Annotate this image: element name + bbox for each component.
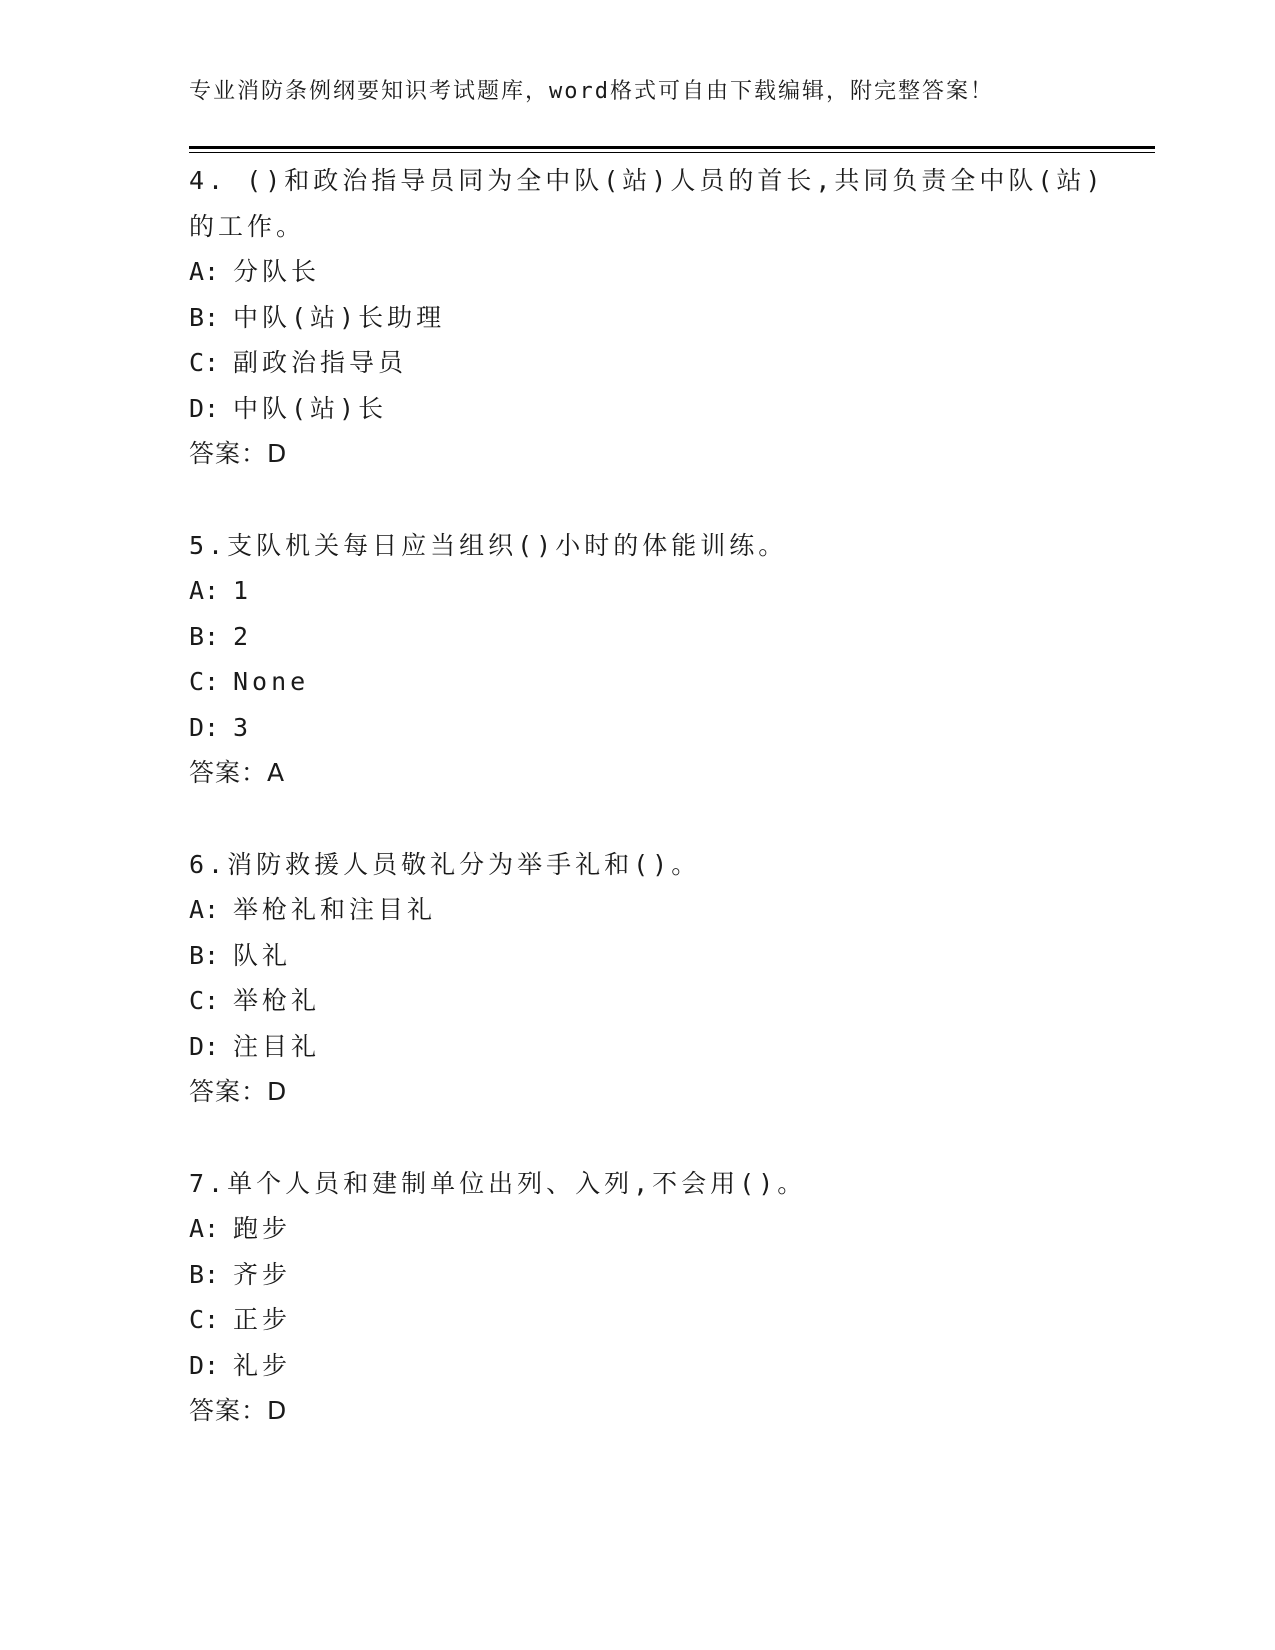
option-text: 3 (233, 712, 253, 742)
option-key: B: (189, 940, 220, 970)
option-text: 举枪礼和注目礼 (233, 895, 437, 924)
option-text: 副政治指导员 (233, 348, 408, 377)
option-text: 1 (233, 576, 253, 605)
option-text: 注目礼 (233, 1031, 321, 1061)
option-c (189, 978, 1089, 1024)
answer-line: 答案：A (189, 758, 286, 787)
option-text: 正步 (233, 1305, 292, 1334)
option-text: 2 (233, 621, 253, 651)
question-text: 4. ()和政治指导员同为全中队(站)人员的首长,共同负责全中队(站) (189, 166, 1105, 195)
option-text: 举枪礼 (233, 986, 321, 1015)
option-key: A: (189, 895, 220, 924)
option-key: A: (189, 1214, 220, 1243)
option-text: 中队(站)长 (233, 393, 388, 423)
option-text: 队礼 (233, 940, 292, 970)
option-b (189, 614, 1089, 660)
option-key: C: (189, 667, 220, 696)
option-key: A: (189, 257, 220, 286)
header-rule-thick (189, 146, 1155, 149)
option-text: 礼步 (233, 1350, 292, 1380)
answer-line: 答案：D (189, 439, 288, 468)
option-key: B: (189, 1259, 220, 1289)
option-d (189, 1024, 1089, 1070)
option-c (189, 1297, 1089, 1343)
option-a (189, 249, 1089, 295)
question-text: 7.单个人员和建制单位出列、入列,不会用()。 (189, 1168, 807, 1198)
option-key: D: (189, 1350, 220, 1380)
answer-line: 答案：D (189, 1396, 288, 1425)
header-rule-thin (189, 152, 1155, 153)
option-key: B: (189, 621, 220, 651)
option-key: A: (189, 576, 220, 605)
option-c (189, 659, 1089, 705)
option-a (189, 1206, 1089, 1252)
option-c (189, 340, 1089, 386)
option-text: 分队长 (233, 257, 321, 286)
option-text: 中队(站)长助理 (233, 302, 446, 332)
question-block (189, 1161, 1089, 1434)
question-block (189, 842, 1089, 1115)
question-block (189, 158, 1105, 477)
question-text: 6.消防救援人员敬礼分为举手礼和()。 (189, 849, 701, 879)
option-b (189, 295, 1089, 341)
question-text: 5.支队机关每日应当组织()小时的体能训练。 (189, 530, 788, 560)
option-a (189, 887, 1089, 933)
option-key: C: (189, 348, 220, 377)
option-key: D: (189, 1031, 220, 1061)
option-a (189, 568, 1089, 614)
option-key: D: (189, 712, 220, 742)
option-d (189, 1343, 1089, 1389)
option-b (189, 933, 1089, 979)
option-b (189, 1252, 1089, 1298)
option-text: 跑步 (233, 1214, 292, 1243)
option-d (189, 705, 1089, 751)
option-key: C: (189, 1305, 220, 1334)
option-d (189, 386, 1089, 432)
option-text: 齐步 (233, 1259, 292, 1289)
option-key: C: (189, 986, 220, 1015)
question-block (189, 523, 1089, 796)
document-header: 专业消防条例纲要知识考试题库，word格式可自由下载编辑，附完整答案！ (189, 79, 994, 104)
question-list (189, 158, 1105, 1480)
answer-line: 答案：D (189, 1077, 288, 1106)
question-text: 的工作。 (189, 211, 306, 241)
option-key: D: (189, 393, 220, 423)
option-key: B: (189, 302, 220, 332)
option-text: None (233, 667, 310, 696)
